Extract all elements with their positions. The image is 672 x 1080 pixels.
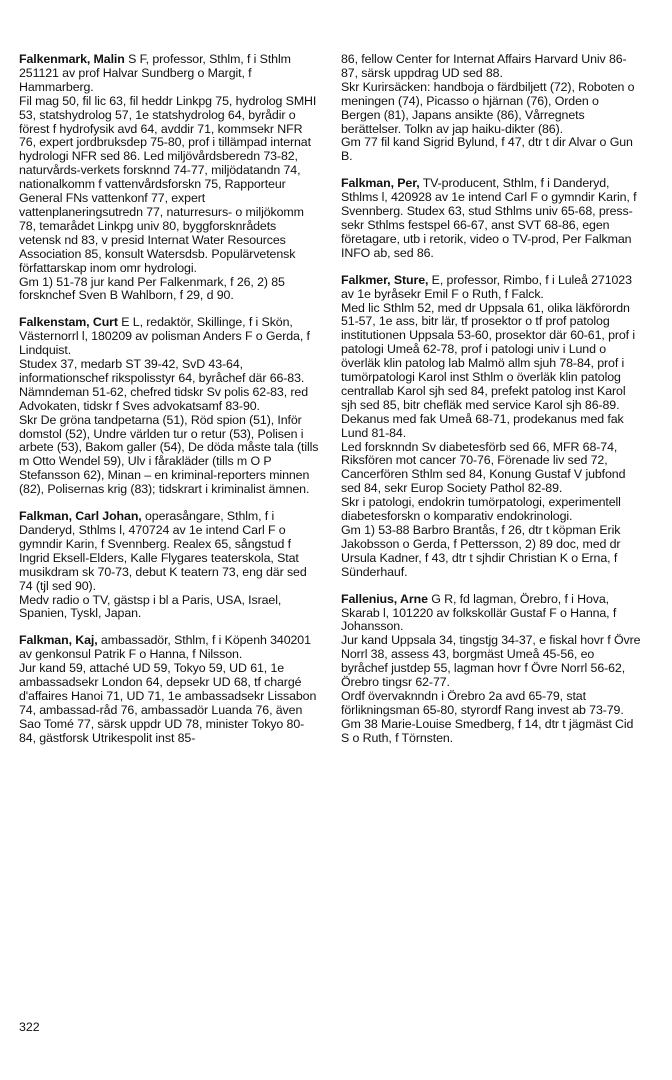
entry-paragraph bbox=[19, 634, 319, 662]
entry-paragraph: Gm 77 fil kand Sigrid Bylund, f 47, dtr t dir Alvar o Gun B. bbox=[341, 135, 633, 164]
right-column bbox=[341, 53, 641, 759]
entry-paragraph: Jur kand Uppsala 34, tingstjg 34-37, e fiskal hovr f Övre Norrl 38, assess 43, borgmäst Umeå 45-56, eo byråchef justdep 55, lagman hovr f Övre Norrl 56-62, Örebro tingsr 62-77. bbox=[341, 633, 641, 690]
entry-name: Fallenius, Arne bbox=[341, 591, 428, 606]
entry-paragraph: Led forsknndn Sv diabetesförb sed 66, MFR 68-74, Riksfören mot cancer 70-76, Förenade liv sed 72, Cancerfören Sthlm sed 84, Konung Gustaf V jubfond sed 84, sekr Europ Society Pathol 82-89. bbox=[341, 439, 626, 496]
entry-paragraph: Skr De gröna tandpetarna (51), Röd spion (51), Inför domstol (52), Undre världen tur o retur (53), Polisen i arbete (53), Bakom galler (54), De döda måste tala (tills m Otto Wendel 59), Ulv i fårakläder (tills m O P Stefansson 62), Minan – en kriminal-reporters minnen (82), Polisernas krig (83); tidskrart i kriminalist ämnen. bbox=[19, 412, 319, 497]
entry-paragraph: Ordf övervaknndn i Örebro 2a avd 65-79, stat förlikningsman 65-80, styrordf Rang invest ab 73-79. bbox=[341, 688, 624, 717]
biography-entry bbox=[19, 53, 319, 303]
entry-name: Falkman, Carl Johan, bbox=[19, 509, 142, 524]
biography-entry bbox=[341, 274, 641, 580]
page-number: 322 bbox=[19, 1020, 40, 1034]
entry-paragraph: Skr Kurirsäcken: handboja o färdbiljett (72), Roboten o meningen (74), Picasso o hjärnan (76), Orden o Bergen (81), Japans ansikte (86), Vårregnets berättelser. Tolkn av jap haiku-dikter (86). bbox=[341, 79, 635, 136]
entry-paragraph: Fil mag 50, fil lic 63, fil heddr Linkpg 75, hydrolog SMHI 53, statshydrolog 57, 1e statshydrolog 64, byrådir o förest f hydrofysik avd 64, avddir 71, kommsekr NFR 76, expert jordbruksdep 75-80, prof i tillämpad internat hydrologi NFR sed 86. Led miljövårdsberedn 73-82, naturvårds-verkets forsknnd 74-77, miljödatandn 74, nationalkomm f vattenvårdsforskn 75, Rapporteur General FNs vattenkonf 77, expert vattenplaneringsutredn 77, naturresurs- o miljökomm 78, temarådet Linkpg univ 80, byggforsknrådets vetensk nd 83, v presid Internat Water Resources Association 85, konsult Watersdsb. Populärvetensk författarskap inom omr hydrologi. bbox=[19, 93, 317, 275]
entry-text: ambassadör, Sthlm, f i Köpenh 340201 av genkonsul Patrik F o Hanna, f Nilsson. bbox=[19, 633, 311, 662]
entry-name: Falkman, Kaj, bbox=[19, 633, 98, 648]
entry-paragraph: Nämndeman 51-62, chefred tidskr Sv polis 62-83, red Advokaten, tidskr f Sves advokatsamf 83-90. bbox=[19, 384, 308, 413]
entry-name: Falkman, Per, bbox=[341, 176, 420, 191]
entry-text: operasångare, Sthlm, f i Danderyd, Sthlms l, 470724 av 1e intend Carl F o gymndir Karin, f Svennberg. Realex 65, sångstud f Ingrid Eksell-Elders, Kalle Flygares teaterskola, Stat musikdram sk 70-73, debut K teatern 73, eng där sed 74 (tjl sed 90). bbox=[19, 509, 307, 593]
biography-entry bbox=[341, 53, 641, 164]
entry-name: Falkenstam, Curt bbox=[19, 315, 118, 330]
entry-paragraph bbox=[341, 593, 641, 635]
biography-entry bbox=[341, 593, 641, 746]
biography-entry bbox=[341, 177, 641, 260]
entry-paragraph: Dekanus med fak Umeå 68-71, prodekanus med fak Lund 81-84. bbox=[341, 411, 624, 440]
biography-entry bbox=[19, 634, 319, 745]
entry-text: S F, professor, Sthlm, f i Sthlm 251121 av prof Halvar Sundberg o Margit, f Hammarberg. bbox=[19, 52, 291, 94]
entry-paragraph: Medv radio o TV, gästsp i bl a Paris, USA, Israel, Spanien, Tyskl, Japan. bbox=[19, 592, 282, 621]
entry-paragraph bbox=[19, 316, 319, 358]
entry-paragraph: 86, fellow Center for Internat Affairs Harvard Univ 86-87, särsk uppdrag UD sed 88. bbox=[341, 52, 627, 80]
entry-text: TV-producent, Sthlm, f i Danderyd, Sthlms l, 420928 av 1e intend Carl F o gymndir Karin, f Svennberg. Studex 63, stud Sthlms univ 65-68, press-sekr Sthlms festspel 66-67, anst SVT 68-86, egen företagare, utb i retorik, video o TV-prod, Per Falkman INFO ab, sed 86. bbox=[341, 176, 637, 260]
entry-paragraph: Gm 1) 51-78 jur kand Per Falkenmark, f 26, 2) 85 forsknchef Sven B Wahlborn, f 29, d 90. bbox=[19, 274, 285, 303]
biography-entry bbox=[19, 510, 319, 621]
entry-paragraph bbox=[19, 53, 319, 95]
entry-paragraph: Skr i patologi, endokrin tumörpatologi, experimentell diabetesforskn o komparativ endokrinologi. bbox=[341, 495, 621, 524]
entry-paragraph bbox=[341, 274, 641, 302]
entry-paragraph: Med lic Sthlm 52, med dr Uppsala 61, olika läkförordn 51-57, 1e ass, bitr lär, tf prosektor o tf prof patolog institutionen Uppsala 53-60, prosektor där 60-61, prof i patologi Umeå 62-78, prof i patologi univ i Lund o överläk klin patolog lab Malmö allm sjuh 78-84, prof i tumörpatologi Karol inst Sthlm o överläk klin patolog centrallab Karol sjh sed 84, prefekt patolog inst Karol sjh sed 85, bitr chefläk med service Karol sjh 86-89. bbox=[341, 300, 636, 412]
left-column bbox=[19, 53, 319, 759]
entry-paragraph: Studex 37, medarb ST 39-42, SvD 43-64, informationschef rikspolisstyr 64, byråchef där 66-83. bbox=[19, 357, 305, 385]
entry-paragraph bbox=[341, 177, 641, 260]
entry-name: Falkmer, Sture, bbox=[341, 272, 429, 287]
entry-name: Falkenmark, Malin bbox=[19, 52, 125, 66]
entry-text: E, professor, Rimbo, f i Luleå 271023 av 1e byråsekr Emil F o Ruth, f Falck. bbox=[341, 272, 632, 301]
biography-entry bbox=[19, 316, 319, 497]
entry-text: E L, redaktör, Skillinge, f i Skön, Västernorrl l, 180209 av polisman Anders F o Gerda, f Lindquist. bbox=[19, 315, 310, 358]
entry-paragraph: Gm 1) 53-88 Barbro Brantås, f 26, dtr t köpman Erik Jakobsson o Gerda, f Pettersson, 2) 89 doc, med dr Ursula Kadner, f 43, dtr t sjhdir Christian K o Erna, f Sünderhauf. bbox=[341, 523, 621, 579]
entry-text: G R, fd lagman, Örebro, f i Hova, Skarab l, 101220 av folkskollär Gustaf F o Hanna, f Johansson. bbox=[341, 591, 617, 634]
entry-paragraph: Jur kand 59, attaché UD 59, Tokyo 59, UD 61, 1e ambassadsekr London 64, depsekr UD 68, tf chargé d'affaires Hanoi 71, UD 71, 1e ambassadsekr Lissabon 74, ambassad-råd 76, ambassadör Luanda 76, även Sao Tomé 77, särsk uppdr UD 78, minister Tokyo 80-84, gästforsk Utrikespolit inst 85- bbox=[19, 661, 317, 745]
entry-paragraph bbox=[19, 510, 319, 593]
entry-paragraph: Gm 38 Marie-Louise Smedberg, f 14, dtr t jägmäst Cid S o Ruth, f Törnsten. bbox=[341, 716, 634, 745]
